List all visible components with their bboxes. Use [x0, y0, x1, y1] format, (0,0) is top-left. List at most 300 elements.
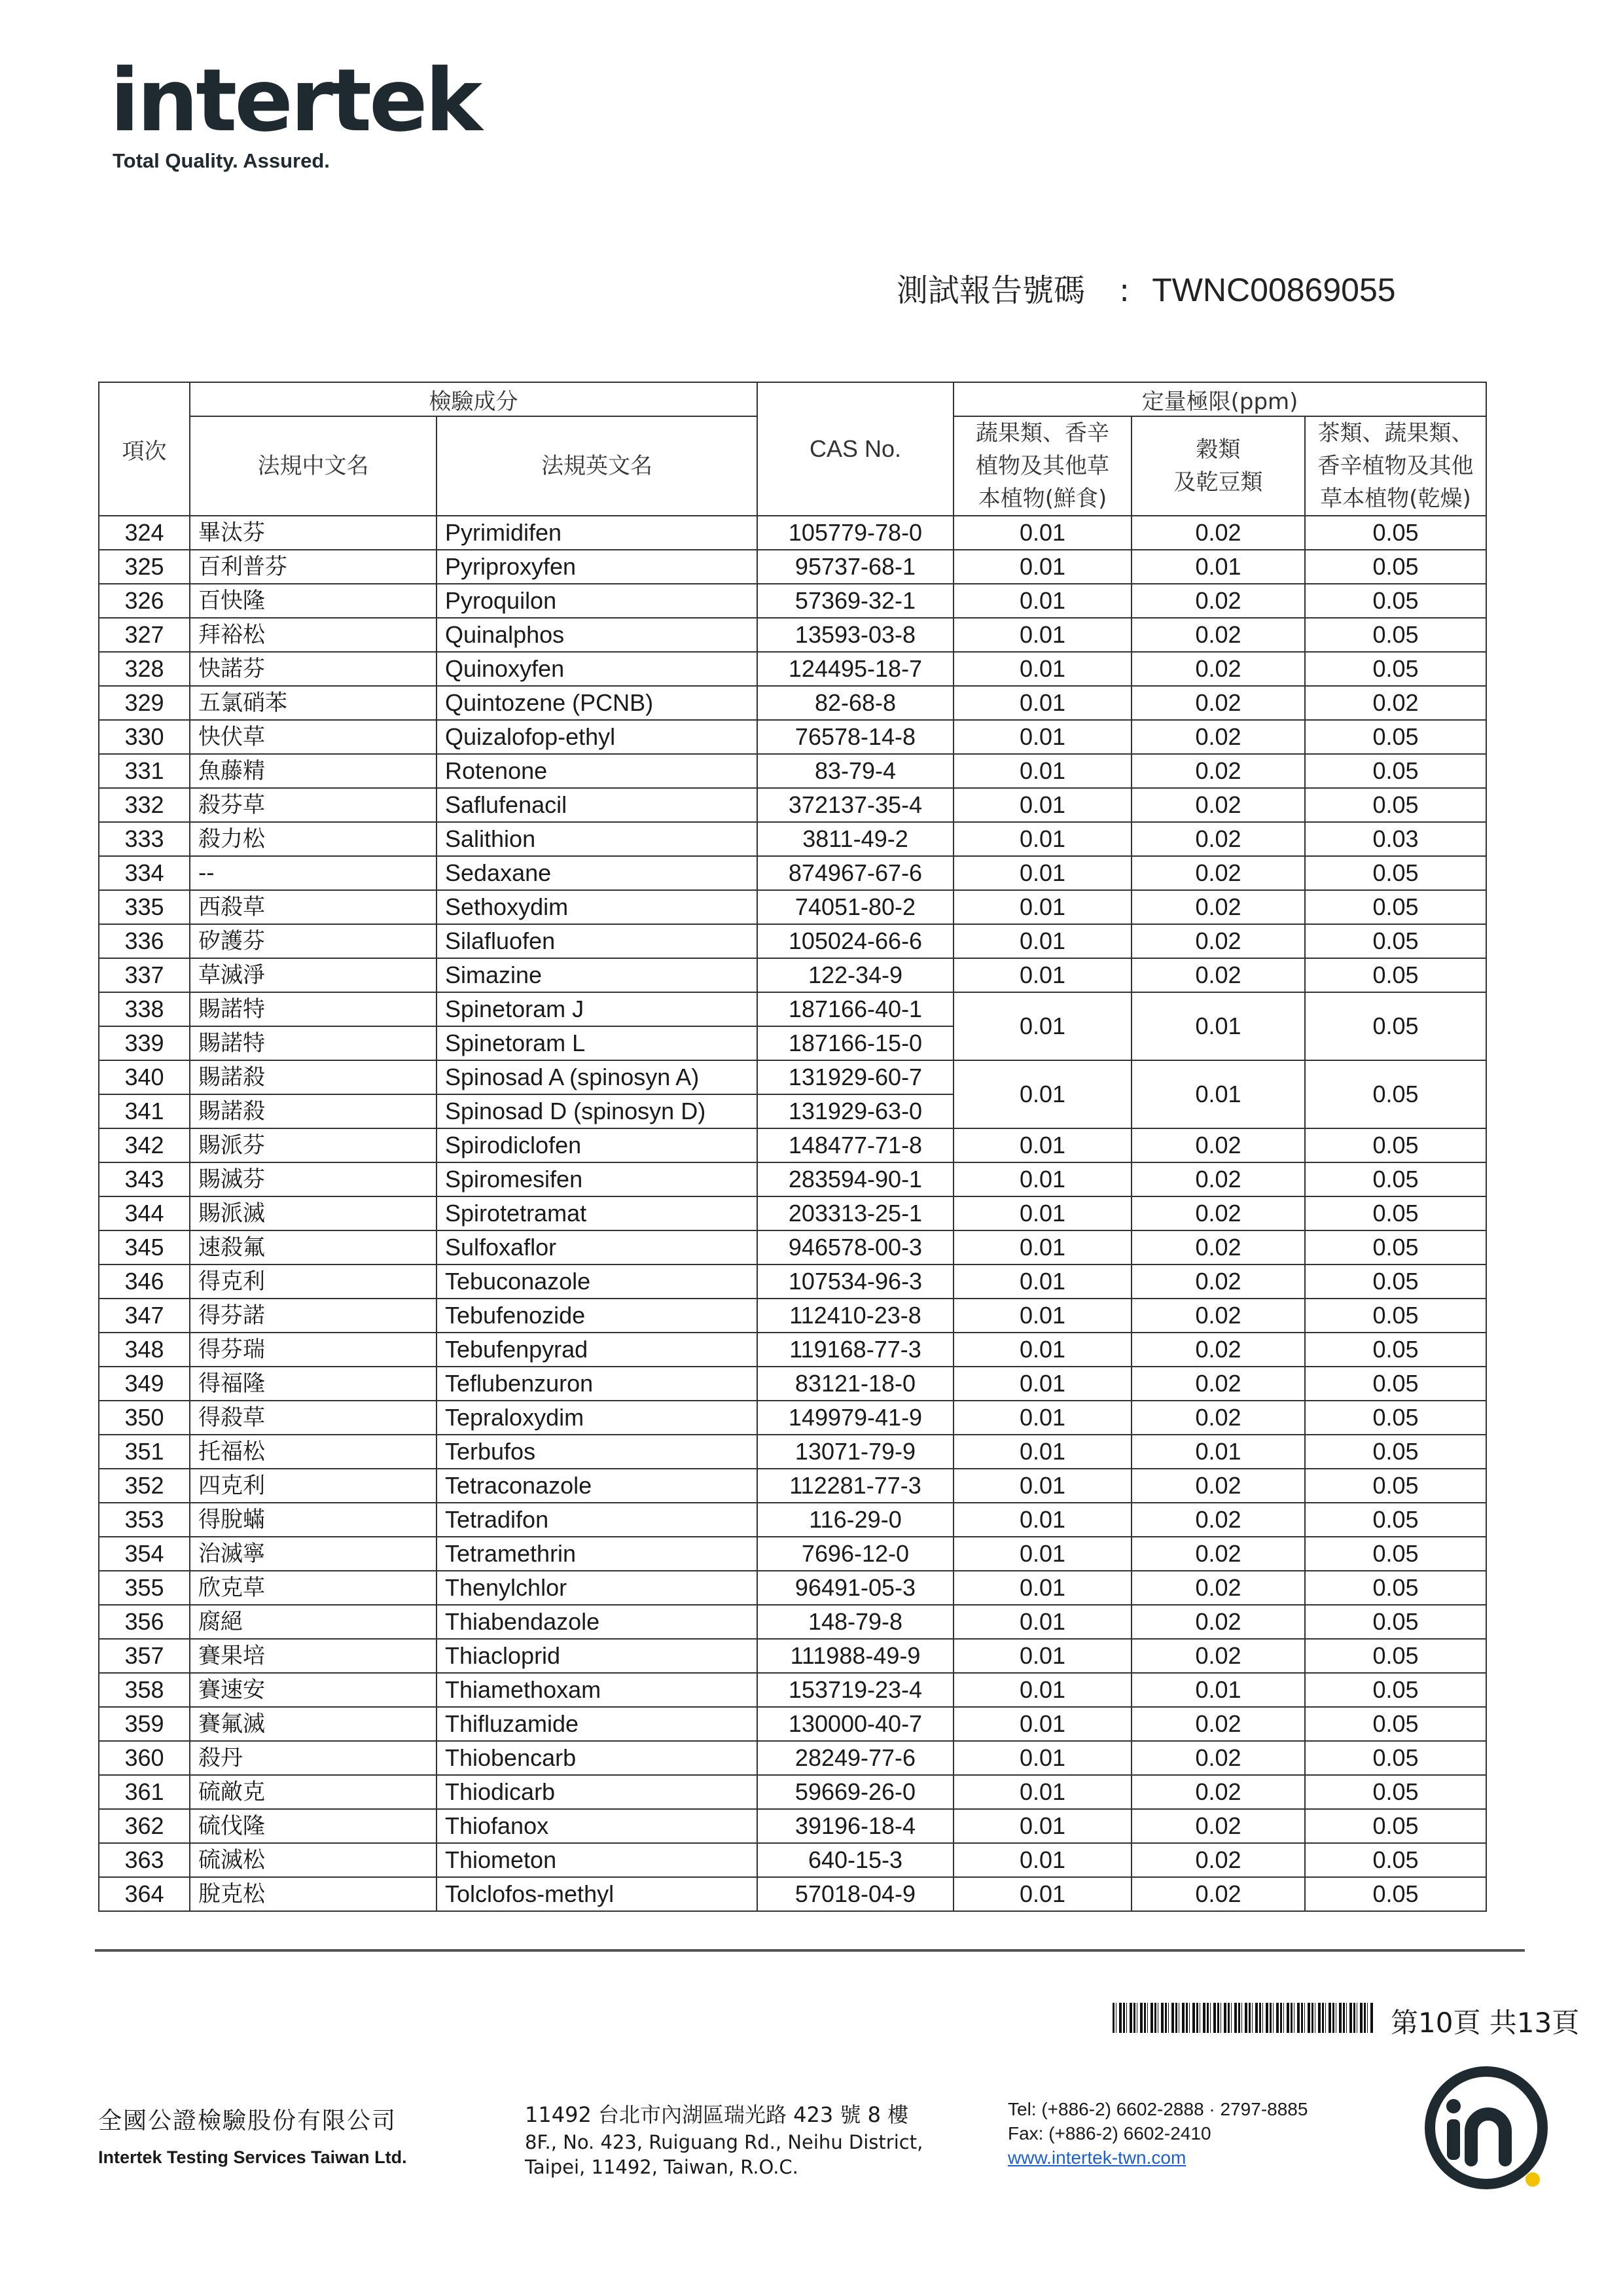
limit-dried-cell: 0.05 — [1305, 856, 1486, 890]
limit-dried-cell: 0.05 — [1305, 1571, 1486, 1605]
limit-grain-cell: 0.02 — [1132, 1196, 1305, 1230]
chinese-name-cell: 硫伐隆 — [190, 1809, 437, 1843]
limit-grain-cell: 0.01 — [1132, 1435, 1305, 1469]
cas-number-cell: 283594-90-1 — [757, 1162, 954, 1196]
english-name-cell: Thiofanox — [437, 1809, 757, 1843]
english-name-cell: Spirotetramat — [437, 1196, 757, 1230]
cas-number-cell: 57018-04-9 — [757, 1877, 954, 1911]
limit-dried-cell: 0.05 — [1305, 618, 1486, 652]
english-name-cell: Salithion — [437, 822, 757, 856]
limit-fresh-cell: 0.01 — [954, 1809, 1132, 1843]
item-number-cell: 351 — [99, 1435, 190, 1469]
english-name-cell: Quinalphos — [437, 618, 757, 652]
limit-dried-cell: 0.03 — [1305, 822, 1486, 856]
limit-dried-cell: 0.05 — [1305, 1843, 1486, 1877]
cas-number-cell: 96491-05-3 — [757, 1571, 954, 1605]
limit-fresh-cell: 0.01 — [954, 1333, 1132, 1367]
limit-grain-cell: 0.02 — [1132, 1299, 1305, 1333]
english-name-cell: Saflufenacil — [437, 788, 757, 822]
table-row — [99, 788, 1486, 822]
chinese-name-cell: 得福隆 — [190, 1367, 437, 1401]
group-header-limit: 定量極限(ppm) — [954, 382, 1486, 416]
cas-number-cell: 187166-40-1 — [757, 992, 954, 1026]
limit-fresh-cell: 0.01 — [954, 1605, 1132, 1639]
table-row — [99, 1877, 1486, 1911]
table-row — [99, 652, 1486, 686]
address-zh: 11492 台北市內湖區瑞光路 423 號 8 樓 — [525, 2102, 909, 2127]
limit-fresh-cell: 0.01 — [954, 1469, 1132, 1503]
item-number-cell: 337 — [99, 958, 190, 992]
limit-dried-cell: 0.05 — [1305, 1469, 1486, 1503]
report-number-label: 測試報告號碼 — [897, 272, 1086, 309]
intertek-logo — [110, 50, 480, 173]
table-row — [99, 924, 1486, 958]
item-number-cell: 324 — [99, 516, 190, 550]
chinese-name-cell: 治滅寧 — [190, 1537, 437, 1571]
limit-dried-cell: 0.05 — [1305, 1775, 1486, 1809]
limit-grain-cell: 0.02 — [1132, 584, 1305, 618]
chinese-name-cell: 殺丹 — [190, 1741, 437, 1775]
item-number-cell: 346 — [99, 1265, 190, 1299]
item-number-cell: 338 — [99, 992, 190, 1026]
item-number-cell: 327 — [99, 618, 190, 652]
item-number-cell: 341 — [99, 1094, 190, 1128]
limit-fresh-cell: 0.01 — [954, 890, 1132, 924]
limit-fresh-cell: 0.01 — [954, 1196, 1132, 1230]
table-row — [99, 1333, 1486, 1367]
footer-address — [525, 2102, 923, 2179]
cas-number-cell: 13593-03-8 — [757, 618, 954, 652]
chinese-name-cell: 西殺草 — [190, 890, 437, 924]
limit-grain-cell: 0.02 — [1132, 1503, 1305, 1537]
page-indicator: 第10頁 共13頁 — [1391, 2007, 1580, 2039]
table-row — [99, 1707, 1486, 1741]
limit-dried-cell: 0.05 — [1305, 652, 1486, 686]
limit-grain-cell: 0.02 — [1132, 1571, 1305, 1605]
limit-dried-cell: 0.05 — [1305, 1707, 1486, 1741]
item-number-cell: 348 — [99, 1333, 190, 1367]
chinese-name-cell: 拜裕松 — [190, 618, 437, 652]
table-row — [99, 516, 1486, 550]
english-name-cell: Thiometon — [437, 1843, 757, 1877]
limit-grain-cell: 0.01 — [1132, 550, 1305, 584]
item-number-cell: 345 — [99, 1230, 190, 1265]
limit-dried-cell: 0.05 — [1305, 584, 1486, 618]
website-link[interactable]: www.intertek-twn.com — [1008, 2147, 1186, 2168]
group-header-component: 檢驗成分 — [190, 382, 757, 416]
item-number-cell: 326 — [99, 584, 190, 618]
chinese-name-cell: 硫滅松 — [190, 1843, 437, 1877]
item-number-cell: 354 — [99, 1537, 190, 1571]
english-name-cell: Spiromesifen — [437, 1162, 757, 1196]
table-row — [99, 1605, 1486, 1639]
item-number-cell: 364 — [99, 1877, 190, 1911]
limit-fresh-cell: 0.01 — [954, 550, 1132, 584]
table-row — [99, 754, 1486, 788]
item-number-cell: 358 — [99, 1673, 190, 1707]
cas-number-cell: 76578-14-8 — [757, 720, 954, 754]
limit-grain-cell: 0.02 — [1132, 1128, 1305, 1162]
cas-number-cell: 372137-35-4 — [757, 788, 954, 822]
item-number-cell: 342 — [99, 1128, 190, 1162]
chinese-name-cell: 賜諾殺 — [190, 1094, 437, 1128]
cas-number-cell: 83-79-4 — [757, 754, 954, 788]
limit-fresh-cell: 0.01 — [954, 1299, 1132, 1333]
english-name-cell: Spinosad A (spinosyn A) — [437, 1060, 757, 1094]
limit-fresh-cell: 0.01 — [954, 958, 1132, 992]
col-header-limit-grain-line: 及乾豆類 — [1173, 469, 1263, 495]
limit-fresh-cell: 0.01 — [954, 1877, 1132, 1911]
address-en-line2: Taipei, 11492, Taiwan, R.O.C. — [525, 2156, 798, 2178]
item-number-cell: 328 — [99, 652, 190, 686]
chinese-name-cell: 草滅淨 — [190, 958, 437, 992]
english-name-cell: Terbufos — [437, 1435, 757, 1469]
cas-number-cell: 187166-15-0 — [757, 1026, 954, 1060]
limit-grain-cell: 0.02 — [1132, 822, 1305, 856]
chinese-name-cell: 得脫蟎 — [190, 1503, 437, 1537]
limit-fresh-cell: 0.01 — [954, 618, 1132, 652]
table-row — [99, 1843, 1486, 1877]
limit-grain-cell: 0.02 — [1132, 1367, 1305, 1401]
limit-fresh-cell: 0.01 — [954, 1230, 1132, 1265]
limit-dried-cell: 0.05 — [1305, 788, 1486, 822]
limit-grain-cell: 0.02 — [1132, 1265, 1305, 1299]
limit-dried-cell: 0.05 — [1305, 1877, 1486, 1911]
cas-number-cell: 95737-68-1 — [757, 550, 954, 584]
contact-fax: Fax: (+886-2) 6602-2410 — [1008, 2123, 1211, 2144]
limit-fresh-cell: 0.01 — [954, 924, 1132, 958]
limit-grain-cell: 0.02 — [1132, 652, 1305, 686]
chinese-name-cell: 得芬瑞 — [190, 1333, 437, 1367]
limit-grain-cell: 0.02 — [1132, 516, 1305, 550]
cas-number-cell: 59669-26-0 — [757, 1775, 954, 1809]
footer-contact — [1008, 2097, 1308, 2170]
limit-grain-cell: 0.01 — [1132, 1060, 1305, 1128]
cas-number-cell: 111988-49-9 — [757, 1639, 954, 1673]
limit-grain-cell: 0.02 — [1132, 890, 1305, 924]
company-name-zh: 全國公證檢驗股份有限公司 — [98, 2108, 397, 2134]
english-name-cell: Spinetoram L — [437, 1026, 757, 1060]
limit-fresh-cell: 0.01 — [954, 856, 1132, 890]
cas-number-cell: 131929-60-7 — [757, 1060, 954, 1094]
limit-fresh-cell: 0.01 — [954, 754, 1132, 788]
english-name-cell: Spinosad D (spinosyn D) — [437, 1094, 757, 1128]
contact-tel: Tel: (+886-2) 6602-2888 · 2797-8885 — [1008, 2099, 1308, 2119]
chinese-name-cell: 快伏草 — [190, 720, 437, 754]
chinese-name-cell: 硫敵克 — [190, 1775, 437, 1809]
limit-fresh-cell: 0.01 — [954, 1265, 1132, 1299]
limit-fresh-cell: 0.01 — [954, 1741, 1132, 1775]
report-number-line — [897, 265, 1396, 310]
english-name-cell: Teflubenzuron — [437, 1367, 757, 1401]
limit-grain-cell: 0.02 — [1132, 754, 1305, 788]
limit-fresh-cell: 0.01 — [954, 1707, 1132, 1741]
cas-number-cell: 203313-25-1 — [757, 1196, 954, 1230]
chinese-name-cell: 速殺氟 — [190, 1230, 437, 1265]
limit-dried-cell: 0.05 — [1305, 516, 1486, 550]
english-name-cell: Tebuconazole — [437, 1265, 757, 1299]
chinese-name-cell: 得殺草 — [190, 1401, 437, 1435]
limit-dried-cell: 0.05 — [1305, 1060, 1486, 1128]
table-row — [99, 618, 1486, 652]
chinese-name-cell: 腐絕 — [190, 1605, 437, 1639]
english-name-cell: Tepraloxydim — [437, 1401, 757, 1435]
results-table-body — [99, 516, 1486, 1911]
item-number-cell: 355 — [99, 1571, 190, 1605]
limit-dried-cell: 0.02 — [1305, 686, 1486, 720]
limit-grain-cell: 0.02 — [1132, 856, 1305, 890]
english-name-cell: Tolclofos-methyl — [437, 1877, 757, 1911]
logo-wordmark: intertek — [110, 50, 480, 151]
english-name-cell: Thifluzamide — [437, 1707, 757, 1741]
cas-number-cell: 122-34-9 — [757, 958, 954, 992]
limit-fresh-cell: 0.01 — [954, 1571, 1132, 1605]
table-row — [99, 1741, 1486, 1775]
chinese-name-cell: 四克利 — [190, 1469, 437, 1503]
col-header-limit-fresh-line: 本植物(鮮食) — [978, 486, 1107, 512]
chinese-name-cell: 脫克松 — [190, 1877, 437, 1911]
col-header-item: 項次 — [99, 382, 190, 516]
limit-grain-cell: 0.02 — [1132, 1741, 1305, 1775]
chinese-name-cell: 賜諾殺 — [190, 1060, 437, 1094]
limit-dried-cell: 0.05 — [1305, 1162, 1486, 1196]
cas-number-cell: 7696-12-0 — [757, 1537, 954, 1571]
col-header-limit-grain — [1132, 416, 1305, 516]
limit-grain-cell: 0.02 — [1132, 1469, 1305, 1503]
table-row — [99, 1299, 1486, 1333]
chinese-name-cell: 畢汰芬 — [190, 516, 437, 550]
english-name-cell: Silafluofen — [437, 924, 757, 958]
english-name-cell: Quizalofop-ethyl — [437, 720, 757, 754]
item-number-cell: 357 — [99, 1639, 190, 1673]
english-name-cell: Sulfoxaflor — [437, 1230, 757, 1265]
table-row — [99, 890, 1486, 924]
cas-number-cell: 116-29-0 — [757, 1503, 954, 1537]
limit-dried-cell: 0.05 — [1305, 1605, 1486, 1639]
limit-grain-cell: 0.02 — [1132, 686, 1305, 720]
cas-number-cell: 28249-77-6 — [757, 1741, 954, 1775]
limit-grain-cell: 0.02 — [1132, 1877, 1305, 1911]
cas-number-cell: 83121-18-0 — [757, 1367, 954, 1401]
limit-grain-cell: 0.02 — [1132, 1605, 1305, 1639]
cas-number-cell: 130000-40-7 — [757, 1707, 954, 1741]
limit-dried-cell: 0.05 — [1305, 1673, 1486, 1707]
english-name-cell: Spinetoram J — [437, 992, 757, 1026]
english-name-cell: Thiamethoxam — [437, 1673, 757, 1707]
table-row — [99, 1503, 1486, 1537]
limit-dried-cell: 0.05 — [1305, 1401, 1486, 1435]
cas-number-cell: 39196-18-4 — [757, 1809, 954, 1843]
barcode — [1113, 2003, 1373, 2033]
footer-divider — [95, 1949, 1525, 1952]
limit-dried-cell: 0.05 — [1305, 1741, 1486, 1775]
chinese-name-cell: 殺力松 — [190, 822, 437, 856]
item-number-cell: 356 — [99, 1605, 190, 1639]
limit-fresh-cell: 0.01 — [954, 822, 1132, 856]
limit-dried-cell: 0.05 — [1305, 1265, 1486, 1299]
col-header-limit-dried — [1305, 416, 1486, 516]
english-name-cell: Thiobencarb — [437, 1741, 757, 1775]
limit-grain-cell: 0.02 — [1132, 1843, 1305, 1877]
col-header-limit-fresh-line: 植物及其他草 — [976, 453, 1109, 479]
limit-fresh-cell: 0.01 — [954, 584, 1132, 618]
english-name-cell: Quintozene (PCNB) — [437, 686, 757, 720]
limit-dried-cell: 0.05 — [1305, 550, 1486, 584]
limit-fresh-cell: 0.01 — [954, 686, 1132, 720]
table-row — [99, 1060, 1486, 1094]
limit-dried-cell: 0.05 — [1305, 890, 1486, 924]
english-name-cell: Simazine — [437, 958, 757, 992]
cas-number-cell: 148-79-8 — [757, 1605, 954, 1639]
chinese-name-cell: 賽果培 — [190, 1639, 437, 1673]
table-row — [99, 1128, 1486, 1162]
limit-grain-cell: 0.02 — [1132, 1537, 1305, 1571]
cas-number-cell: 131929-63-0 — [757, 1094, 954, 1128]
item-number-cell: 353 — [99, 1503, 190, 1537]
english-name-cell: Sethoxydim — [437, 890, 757, 924]
cas-number-cell: 105024-66-6 — [757, 924, 954, 958]
limit-fresh-cell: 0.01 — [954, 1843, 1132, 1877]
table-row — [99, 720, 1486, 754]
col-header-cas: CAS No. — [757, 382, 954, 516]
limit-dried-cell: 0.05 — [1305, 1639, 1486, 1673]
table-row — [99, 1196, 1486, 1230]
cas-number-cell: 105779-78-0 — [757, 516, 954, 550]
limit-fresh-cell: 0.01 — [954, 652, 1132, 686]
limit-dried-cell: 0.05 — [1305, 1435, 1486, 1469]
table-row — [99, 1367, 1486, 1401]
chinese-name-cell: 賽速安 — [190, 1673, 437, 1707]
item-number-cell: 349 — [99, 1367, 190, 1401]
chinese-name-cell: 快諾芬 — [190, 652, 437, 686]
limit-dried-cell: 0.05 — [1305, 958, 1486, 992]
report-number-separator: : — [1119, 272, 1130, 309]
limit-dried-cell: 0.05 — [1305, 720, 1486, 754]
english-name-cell: Pyrimidifen — [437, 516, 757, 550]
col-header-limit-fresh — [954, 416, 1132, 516]
chinese-name-cell: 百利普芬 — [190, 550, 437, 584]
limit-fresh-cell: 0.01 — [954, 1673, 1132, 1707]
table-row — [99, 992, 1486, 1026]
limit-grain-cell: 0.02 — [1132, 1162, 1305, 1196]
item-number-cell: 343 — [99, 1162, 190, 1196]
cas-number-cell: 82-68-8 — [757, 686, 954, 720]
col-header-zh: 法規中文名 — [190, 416, 437, 516]
company-name-en: Intertek Testing Services Taiwan Ltd. — [98, 2147, 407, 2167]
table-row — [99, 1401, 1486, 1435]
item-number-cell: 352 — [99, 1469, 190, 1503]
limit-fresh-cell: 0.01 — [954, 1639, 1132, 1673]
results-table — [98, 382, 1487, 1912]
english-name-cell: Thiabendazole — [437, 1605, 757, 1639]
cas-number-cell: 74051-80-2 — [757, 890, 954, 924]
item-number-cell: 339 — [99, 1026, 190, 1060]
chinese-name-cell: 得芬諾 — [190, 1299, 437, 1333]
english-name-cell: Tetramethrin — [437, 1537, 757, 1571]
limit-fresh-cell: 0.01 — [954, 1401, 1132, 1435]
english-name-cell: Tetraconazole — [437, 1469, 757, 1503]
item-number-cell: 362 — [99, 1809, 190, 1843]
chinese-name-cell: 魚藤精 — [190, 754, 437, 788]
cas-number-cell: 3811-49-2 — [757, 822, 954, 856]
english-name-cell: Quinoxyfen — [437, 652, 757, 686]
item-number-cell: 329 — [99, 686, 190, 720]
cas-number-cell: 112410-23-8 — [757, 1299, 954, 1333]
col-header-en: 法規英文名 — [437, 416, 757, 516]
limit-grain-cell: 0.01 — [1132, 1673, 1305, 1707]
table-row — [99, 584, 1486, 618]
limit-grain-cell: 0.02 — [1132, 1333, 1305, 1367]
chinese-name-cell: 托福松 — [190, 1435, 437, 1469]
item-number-cell: 332 — [99, 788, 190, 822]
limit-grain-cell: 0.02 — [1132, 720, 1305, 754]
limit-dried-cell: 0.05 — [1305, 924, 1486, 958]
col-header-limit-dried-line: 茶類、蔬果類、 — [1317, 420, 1474, 446]
english-name-cell: Thiodicarb — [437, 1775, 757, 1809]
item-number-cell: 359 — [99, 1707, 190, 1741]
cas-number-cell: 124495-18-7 — [757, 652, 954, 686]
intertek-circle-logo-icon — [1418, 2059, 1555, 2199]
col-header-limit-grain-line: 穀類 — [1196, 437, 1241, 463]
cas-number-cell: 148477-71-8 — [757, 1128, 954, 1162]
limit-fresh-cell: 0.01 — [954, 1537, 1132, 1571]
cas-number-cell: 153719-23-4 — [757, 1673, 954, 1707]
report-number-value: TWNC00869055 — [1152, 272, 1396, 308]
cas-number-cell: 13071-79-9 — [757, 1435, 954, 1469]
chinese-name-cell: 矽護芬 — [190, 924, 437, 958]
table-row — [99, 686, 1486, 720]
english-name-cell: Tebufenpyrad — [437, 1333, 757, 1367]
chinese-name-cell: -- — [190, 856, 437, 890]
table-row — [99, 958, 1486, 992]
cas-number-cell: 119168-77-3 — [757, 1333, 954, 1367]
english-name-cell: Spirodiclofen — [437, 1128, 757, 1162]
limit-fresh-cell: 0.01 — [954, 1503, 1132, 1537]
limit-fresh-cell: 0.01 — [954, 992, 1132, 1060]
limit-dried-cell: 0.05 — [1305, 1503, 1486, 1537]
item-number-cell: 335 — [99, 890, 190, 924]
item-number-cell: 361 — [99, 1775, 190, 1809]
limit-dried-cell: 0.05 — [1305, 754, 1486, 788]
item-number-cell: 360 — [99, 1741, 190, 1775]
item-number-cell: 336 — [99, 924, 190, 958]
chinese-name-cell: 百快隆 — [190, 584, 437, 618]
limit-fresh-cell: 0.01 — [954, 1775, 1132, 1809]
chinese-name-cell: 賜派芬 — [190, 1128, 437, 1162]
limit-dried-cell: 0.05 — [1305, 1537, 1486, 1571]
english-name-cell: Tetradifon — [437, 1503, 757, 1537]
english-name-cell: Rotenone — [437, 754, 757, 788]
limit-grain-cell: 0.01 — [1132, 992, 1305, 1060]
limit-dried-cell: 0.05 — [1305, 1299, 1486, 1333]
table-row — [99, 1673, 1486, 1707]
item-number-cell: 347 — [99, 1299, 190, 1333]
table-row — [99, 1469, 1486, 1503]
table-row — [99, 856, 1486, 890]
limit-grain-cell: 0.02 — [1132, 1809, 1305, 1843]
col-header-limit-dried-line: 香辛植物及其他 — [1317, 453, 1474, 479]
address-en-line1: 8F., No. 423, Ruiguang Rd., Neihu District, — [525, 2131, 923, 2153]
limit-dried-cell: 0.05 — [1305, 1230, 1486, 1265]
chinese-name-cell: 殺芬草 — [190, 788, 437, 822]
limit-grain-cell: 0.02 — [1132, 788, 1305, 822]
cas-number-cell: 946578-00-3 — [757, 1230, 954, 1265]
table-row — [99, 1230, 1486, 1265]
table-row — [99, 550, 1486, 584]
limit-grain-cell: 0.02 — [1132, 618, 1305, 652]
english-name-cell: Sedaxane — [437, 856, 757, 890]
limit-grain-cell: 0.02 — [1132, 1639, 1305, 1673]
